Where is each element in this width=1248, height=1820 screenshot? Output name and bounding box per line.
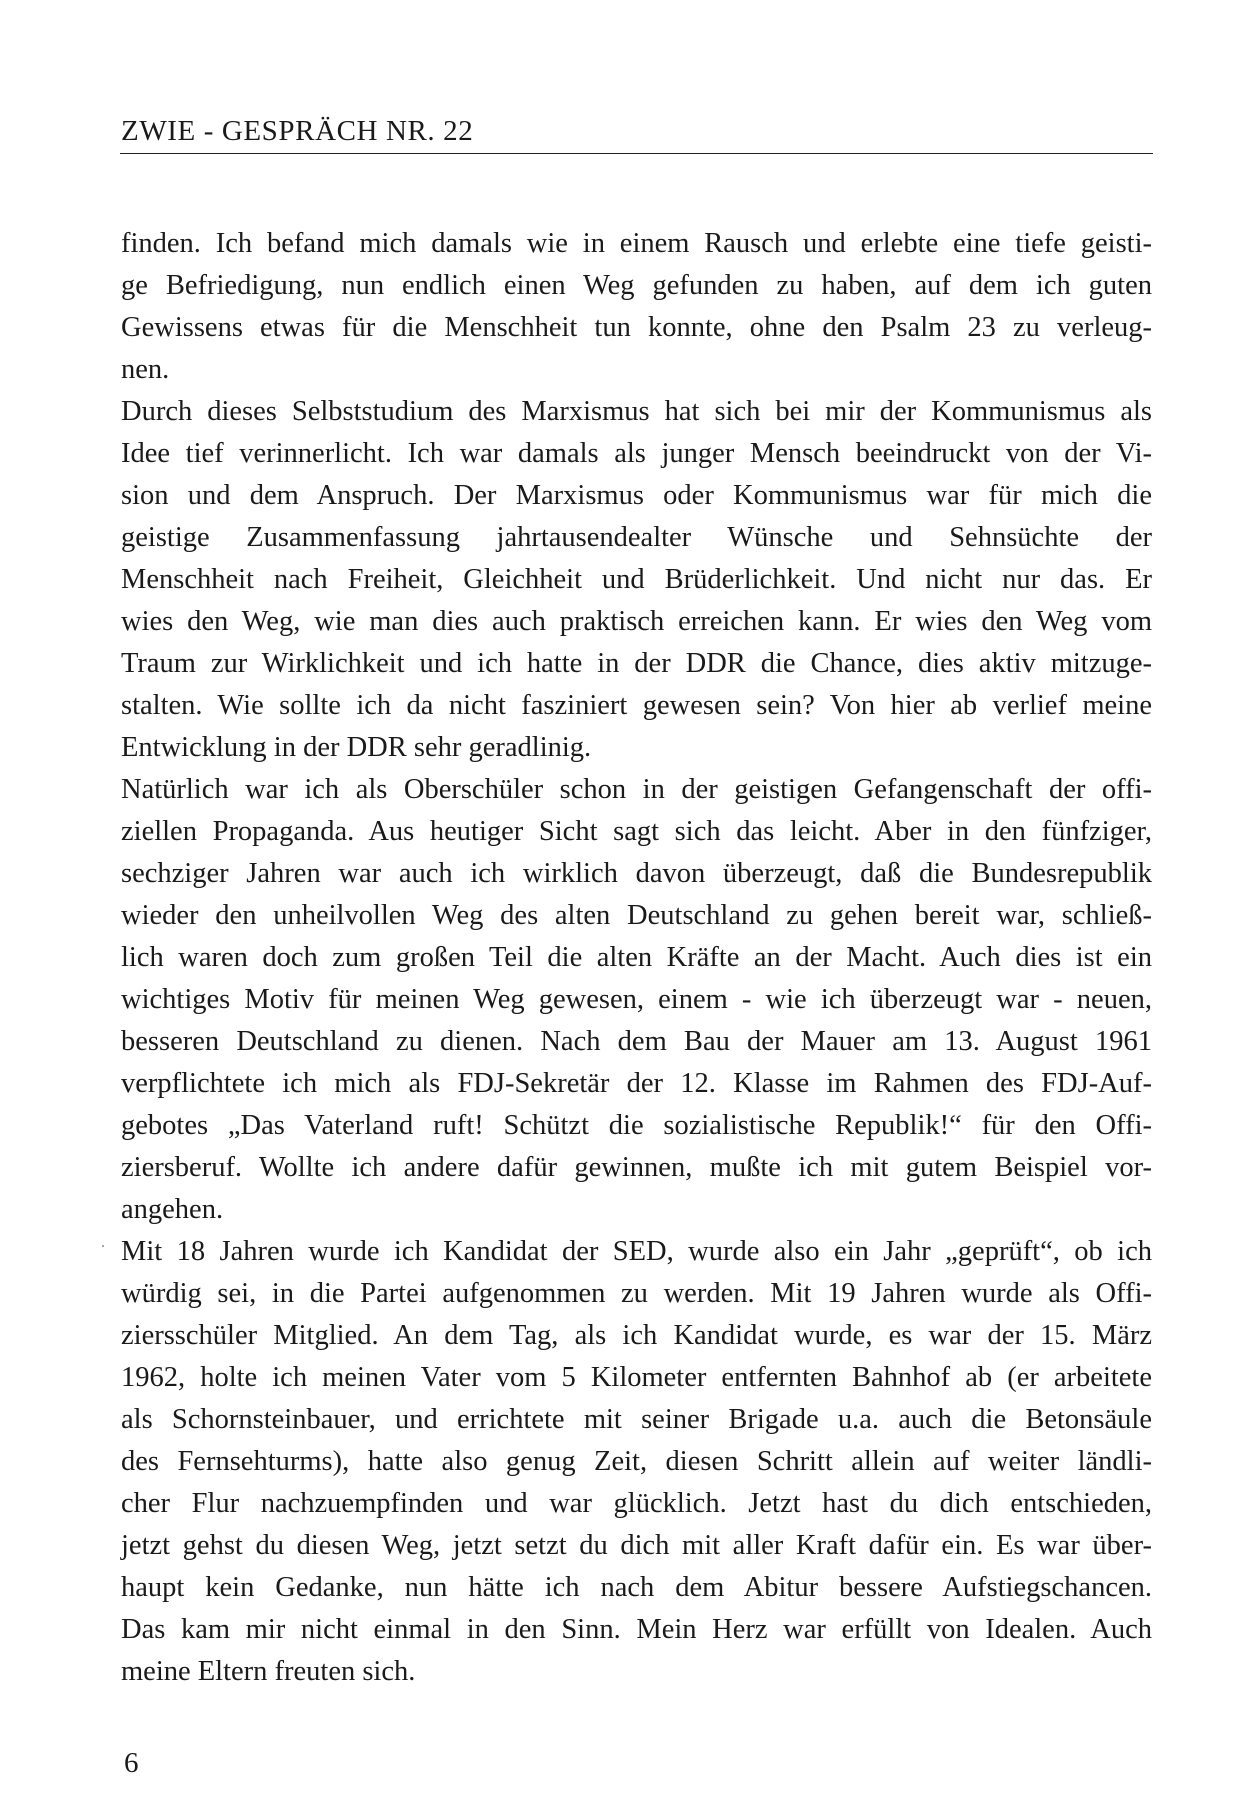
text-line: des Fernsehturms), hatte also genug Zeit, diesen Schritt allein auf weiter ländli- (121, 1446, 1152, 1477)
text-line: besseren Deutschland zu dienen. Nach dem Bau der Mauer am 13. August 1961 (121, 1026, 1152, 1057)
text-line: wies den Weg, wie man dies auch praktisch erreichen kann. Er wies den Weg vom (121, 606, 1152, 637)
text-line: finden. Ich befand mich damals wie in einem Rausch und erlebte eine tiefe geisti- (121, 228, 1152, 259)
text-line: sion und dem Anspruch. Der Marxismus oder Kommunismus war für mich die (121, 480, 1152, 511)
page-number: 6 (124, 1747, 139, 1779)
text-line: Traum zur Wirklichkeit und ich hatte in der DDR die Chance, dies aktiv mitzuge- (121, 648, 1152, 679)
text-line: Entwicklung in der DDR sehr geradlinig. (121, 732, 592, 763)
header-rule (120, 153, 1153, 154)
text-line: Menschheit nach Freiheit, Gleichheit und Brüderlichkeit. Und nicht nur das. Er (121, 564, 1152, 595)
body-text (121, 223, 1152, 1693)
text-line: verpflichtete ich mich als FDJ-Sekretär der 12. Klasse im Rahmen des FDJ-Auf- (121, 1068, 1152, 1099)
text-line: geistige Zusammenfassung jahrtausendealter Wünsche und Sehnsüchte der (121, 522, 1152, 553)
text-line: gebotes „Das Vaterland ruft! Schützt die sozialistische Republik!“ für den Offi- (121, 1110, 1152, 1141)
text-line: angehen. (121, 1194, 224, 1225)
text-line: 1962, holte ich meinen Vater vom 5 Kilometer entfernten Bahnhof ab (er arbeitete (121, 1362, 1152, 1393)
text-line: ge Befriedigung, nun endlich einen Weg gefunden zu haben, auf dem ich guten (121, 270, 1152, 301)
text-line: wieder den unheilvollen Weg des alten Deutschland zu gehen bereit war, schließ- (121, 900, 1152, 931)
text-line: Gewissens etwas für die Menschheit tun konnte, ohne den Psalm 23 zu verleug- (121, 312, 1152, 343)
text-line: nen. (121, 354, 170, 385)
text-line: cher Flur nachzuempfinden und war glücklich. Jetzt hast du dich entschieden, (121, 1488, 1152, 1519)
scan-speck (102, 1245, 104, 1247)
text-line: ziersschüler Mitglied. An dem Tag, als ich Kandidat wurde, es war der 15. März (121, 1320, 1152, 1351)
text-line: haupt kein Gedanke, nun hätte ich nach dem Abitur bessere Aufstiegschancen. (121, 1572, 1152, 1603)
text-line: meine Eltern freuten sich. (121, 1656, 416, 1687)
text-line: Natürlich war ich als Oberschüler schon in der geistigen Gefangenschaft der offi- (121, 774, 1152, 805)
text-line: würdig sei, in die Partei aufgenommen zu werden. Mit 19 Jahren wurde als Offi- (121, 1278, 1152, 1309)
text-line: ziellen Propaganda. Aus heutiger Sicht sagt sich das leicht. Aber in den fünfziger, (121, 816, 1152, 847)
text-line: ziersberuf. Wollte ich andere dafür gewinnen, mußte ich mit gutem Beispiel vor- (121, 1152, 1152, 1183)
text-line: als Schornsteinbauer, und errichtete mit seiner Brigade u.a. auch die Betonsäule (121, 1404, 1152, 1435)
text-line: Das kam mir nicht einmal in den Sinn. Mein Herz war erfüllt von Idealen. Auch (121, 1614, 1152, 1645)
text-line: sechziger Jahren war auch ich wirklich davon überzeugt, daß die Bundesrepublik (121, 858, 1152, 889)
text-line: wichtiges Motiv für meinen Weg gewesen, einem - wie ich überzeugt war - neuen, (121, 984, 1152, 1015)
text-line: Idee tief verinnerlicht. Ich war damals als junger Mensch beeindruckt von der Vi- (121, 438, 1152, 469)
text-line: stalten. Wie sollte ich da nicht fasziniert gewesen sein? Von hier ab verlief meine (121, 690, 1152, 721)
text-line: lich waren doch zum großen Teil die alten Kräfte an der Macht. Auch dies ist ein (121, 942, 1152, 973)
text-line: jetzt gehst du diesen Weg, jetzt setzt du dich mit aller Kraft dafür ein. Es war über- (121, 1530, 1152, 1561)
running-header: ZWIE - GESPRÄCH NR. 22 (121, 115, 474, 147)
text-line: Mit 18 Jahren wurde ich Kandidat der SED, wurde also ein Jahr „geprüft“, ob ich (121, 1236, 1152, 1267)
text-line: Durch dieses Selbststudium des Marxismus hat sich bei mir der Kommunismus als (121, 396, 1152, 427)
